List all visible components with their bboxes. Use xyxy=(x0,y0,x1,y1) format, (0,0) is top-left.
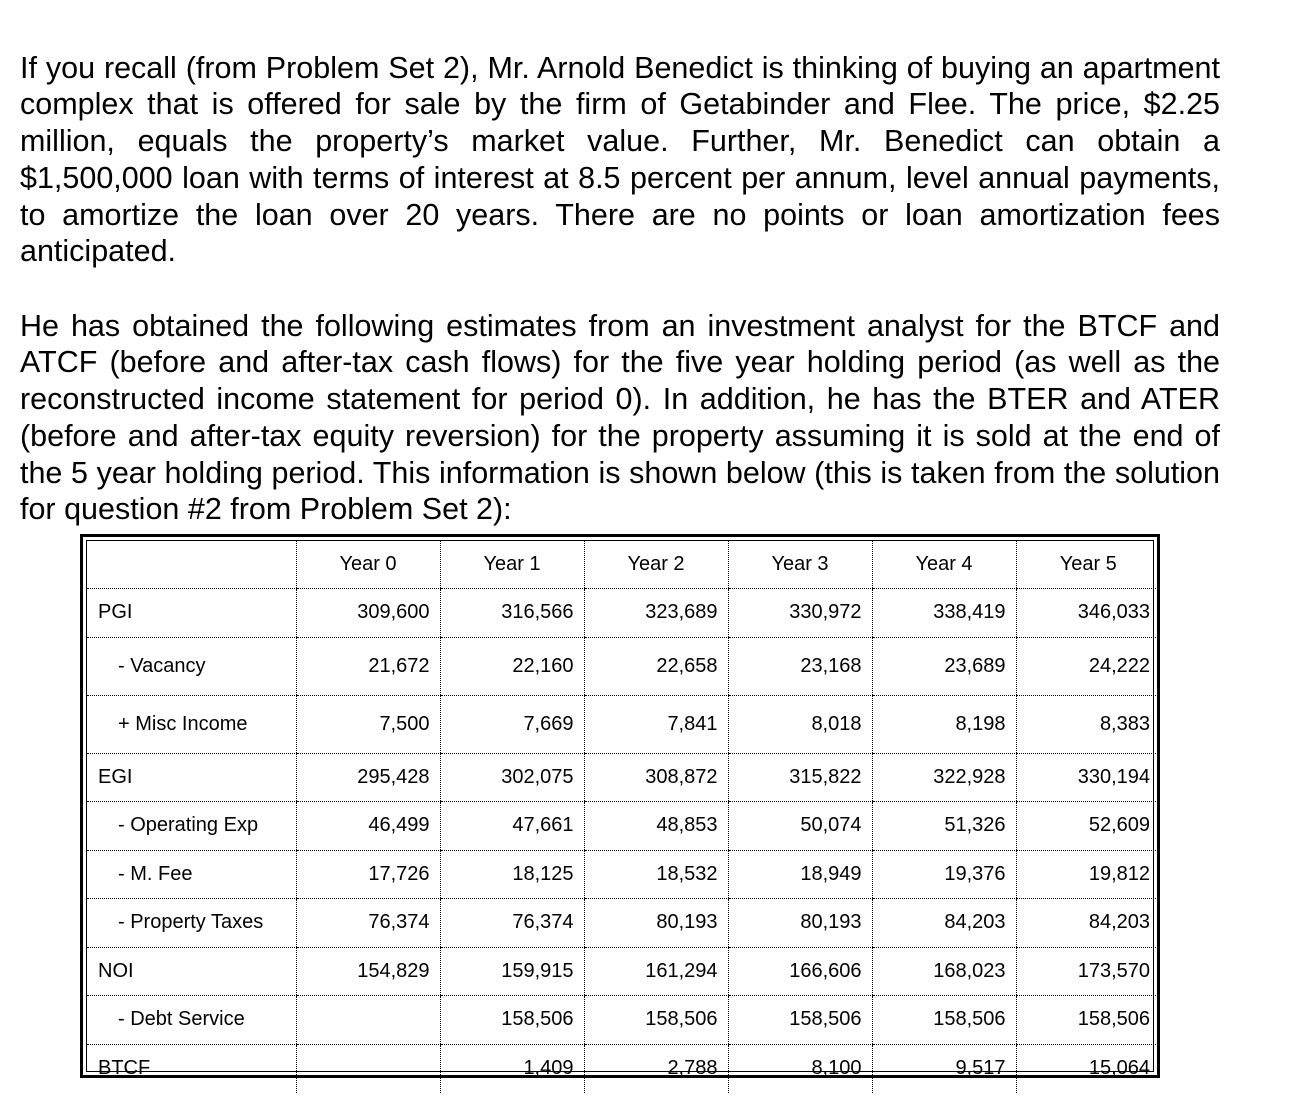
col-header-year-3: Year 3 xyxy=(728,541,872,589)
cell-value: 18,949 xyxy=(728,850,872,899)
cell-value: 158,506 xyxy=(872,996,1016,1045)
cell-value xyxy=(1016,1044,1160,1093)
col-header-year-4: Year 4 xyxy=(872,541,1016,589)
cell-value: 166,606 xyxy=(728,947,872,996)
cell-value: 8,383 xyxy=(1016,695,1160,753)
cell-value-text: 1,409 xyxy=(523,1057,574,1079)
cell-value: 18,125 xyxy=(440,850,584,899)
cell-value: 322,928 xyxy=(872,753,1016,802)
intro-paragraph: If you recall (from Problem Set 2), Mr. Arnold Benedict is thinking of buying an apartment complex that is offered for sale by the firm of Getabinder and Flee. The price, $2.25 million, equals the property’s market value. Further, Mr. Benedict can obtain a $1,500,000 loan with terms of interest at 8.5 percent per annum, level annual payments, to amortize the loan over 20 years. There are no points or loan amortization fees anticipated. xyxy=(20,50,1220,269)
table-row-property-taxes xyxy=(87,899,1160,948)
cell-value: 159,915 xyxy=(440,947,584,996)
cell-value: 76,374 xyxy=(296,899,440,948)
cell-value: 330,194 xyxy=(1016,753,1160,802)
cell-value xyxy=(872,1044,1016,1093)
cell-value: 323,689 xyxy=(584,589,728,638)
cell-value-text: 15,064 xyxy=(1088,1057,1150,1079)
cell-value: 316,566 xyxy=(440,589,584,638)
cell-value: 17,726 xyxy=(296,850,440,899)
cell-value: 330,972 xyxy=(728,589,872,638)
header-corner-cell xyxy=(87,541,296,589)
cash-flow-table-frame xyxy=(80,534,1160,1078)
cell-value: 22,160 xyxy=(440,637,584,695)
cell-value: 23,168 xyxy=(728,637,872,695)
cell-value: 308,872 xyxy=(584,753,728,802)
table-row-debt-service xyxy=(87,996,1160,1045)
cell-value: 19,376 xyxy=(872,850,1016,899)
row-label-misc-income: + Misc Income xyxy=(87,695,296,753)
cell-value: 46,499 xyxy=(296,802,440,851)
cell-value: 154,829 xyxy=(296,947,440,996)
cell-value: 52,609 xyxy=(1016,802,1160,851)
cell-value: 7,841 xyxy=(584,695,728,753)
cell-value: 158,506 xyxy=(728,996,872,1045)
cell-value: 84,203 xyxy=(872,899,1016,948)
cash-flow-table xyxy=(87,541,1160,1093)
cell-value: 161,294 xyxy=(584,947,728,996)
cell-value: 19,812 xyxy=(1016,850,1160,899)
col-header-year-2: Year 2 xyxy=(584,541,728,589)
cell-value xyxy=(728,1044,872,1093)
cell-value xyxy=(584,1044,728,1093)
col-header-year-1: Year 1 xyxy=(440,541,584,589)
cell-value: 24,222 xyxy=(1016,637,1160,695)
cell-value: 158,506 xyxy=(440,996,584,1045)
row-label-noi: NOI xyxy=(87,947,296,996)
row-label-operating-exp: - Operating Exp xyxy=(87,802,296,851)
cell-value: 84,203 xyxy=(1016,899,1160,948)
row-label-property-taxes: - Property Taxes xyxy=(87,899,296,948)
row-label-vacancy: - Vacancy xyxy=(87,637,296,695)
cell-value: 315,822 xyxy=(728,753,872,802)
table-row-misc-income xyxy=(87,695,1160,753)
row-label-pgi: PGI xyxy=(87,589,296,638)
col-header-year-0: Year 0 xyxy=(296,541,440,589)
cell-value: 47,661 xyxy=(440,802,584,851)
cell-value: 309,600 xyxy=(296,589,440,638)
cell-value: 80,193 xyxy=(584,899,728,948)
row-label-management-fee: - M. Fee xyxy=(87,850,296,899)
cell-value: 7,500 xyxy=(296,695,440,753)
cell-value: 295,428 xyxy=(296,753,440,802)
cell-value: 158,506 xyxy=(584,996,728,1045)
row-label-btcf: BTCF xyxy=(98,1057,151,1079)
cell-value: 50,074 xyxy=(728,802,872,851)
cell-value: 158,506 xyxy=(1016,996,1160,1045)
cell-value-text: 2,788 xyxy=(667,1057,718,1079)
estimates-paragraph: He has obtained the following estimates from an investment analyst for the BTCF and ATCF (before and after-tax cash flows) for the five year holding period (as well as the reconstructed income statement for period 0). In addition, he has the BTER and ATER (before and after-tax equity reversion) for the property assuming it is sold at the end of the 5 year holding period. This information is shown below (this is taken from the solution for question #2 from Problem Set 2): xyxy=(20,308,1220,527)
cell-value: 338,419 xyxy=(872,589,1016,638)
cell-value: 76,374 xyxy=(440,899,584,948)
cell-value xyxy=(296,996,440,1045)
cell-value-text: 9,517 xyxy=(955,1057,1006,1079)
cell-value: 21,672 xyxy=(296,637,440,695)
table-header-row xyxy=(87,541,1160,589)
row-label-debt-service: - Debt Service xyxy=(87,996,296,1045)
cell-value: 168,023 xyxy=(872,947,1016,996)
cell-value: 7,669 xyxy=(440,695,584,753)
cell-value: 346,033 xyxy=(1016,589,1160,638)
cell-value: 173,570 xyxy=(1016,947,1160,996)
table-row-vacancy xyxy=(87,637,1160,695)
cell-value: 23,689 xyxy=(872,637,1016,695)
cell-value: 80,193 xyxy=(728,899,872,948)
table-row-management-fee xyxy=(87,850,1160,899)
table-row-btcf xyxy=(87,1044,1160,1093)
table-row-noi xyxy=(87,947,1160,996)
table-row-pgi xyxy=(87,589,1160,638)
cell-value-text: 8,100 xyxy=(811,1057,862,1079)
cell-value: 18,532 xyxy=(584,850,728,899)
cell-value: 8,198 xyxy=(872,695,1016,753)
table-row-operating-exp xyxy=(87,802,1160,851)
cell-value xyxy=(440,1044,584,1093)
cell-value: 22,658 xyxy=(584,637,728,695)
cell-value xyxy=(296,1044,440,1093)
cell-value: 51,326 xyxy=(872,802,1016,851)
col-header-year-5: Year 5 xyxy=(1016,541,1160,589)
cell-value: 48,853 xyxy=(584,802,728,851)
cell-value: 302,075 xyxy=(440,753,584,802)
row-label-egi: EGI xyxy=(87,753,296,802)
table-row-egi xyxy=(87,753,1160,802)
cell-value: 8,018 xyxy=(728,695,872,753)
